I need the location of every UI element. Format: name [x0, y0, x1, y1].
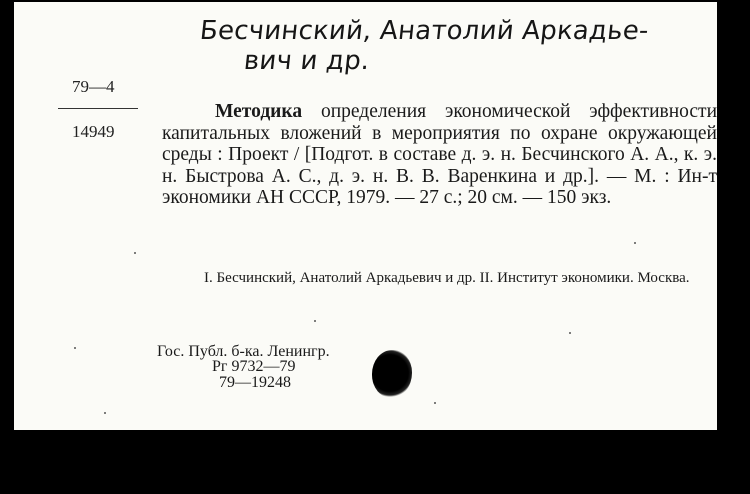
dust-speck — [569, 332, 571, 334]
dust-speck — [314, 320, 316, 322]
tracing-entries: I. Бесчинский, Анатолий Аркадьевич и др. II. Институт экономики. Москва. — [204, 270, 690, 286]
ink-blot — [372, 350, 412, 398]
dust-speck — [434, 402, 436, 404]
classification-divider — [58, 108, 138, 109]
title-bold-word: Методика — [215, 101, 303, 122]
library-name: Гос. Публ. б-ка. Ленингр. — [157, 343, 330, 360]
description-text: определения экономической эффективности капитальных вложений в мероприятия по охране окружающей среды : Проект / [Подгот. в составе д. э. н. Бесчинского А. А., к. э. н. Быстрова А. С., д. э. н. В. В. Варенкина и др.]. — М. : Ин-т экономики АН СССР, 1979. — 27 с.; 20 см. — 150 экз. — [162, 101, 717, 209]
bibliographic-description — [162, 101, 717, 209]
classification-number-top: 79—4 — [72, 77, 115, 96]
dust-speck — [104, 412, 106, 414]
handwritten-author-line-1: Бесчинский, Анатолий Аркадье- — [198, 16, 651, 46]
dust-speck — [74, 347, 76, 349]
dust-speck — [134, 252, 136, 254]
handwritten-author-line-2: вич и др. — [242, 46, 372, 76]
library-register-number: Рг 9732—79 — [212, 358, 296, 375]
catalog-card — [14, 2, 717, 430]
dust-speck — [634, 242, 636, 244]
library-accession-number: 79—19248 — [219, 374, 291, 391]
classification-number-bottom: 14949 — [72, 122, 115, 141]
